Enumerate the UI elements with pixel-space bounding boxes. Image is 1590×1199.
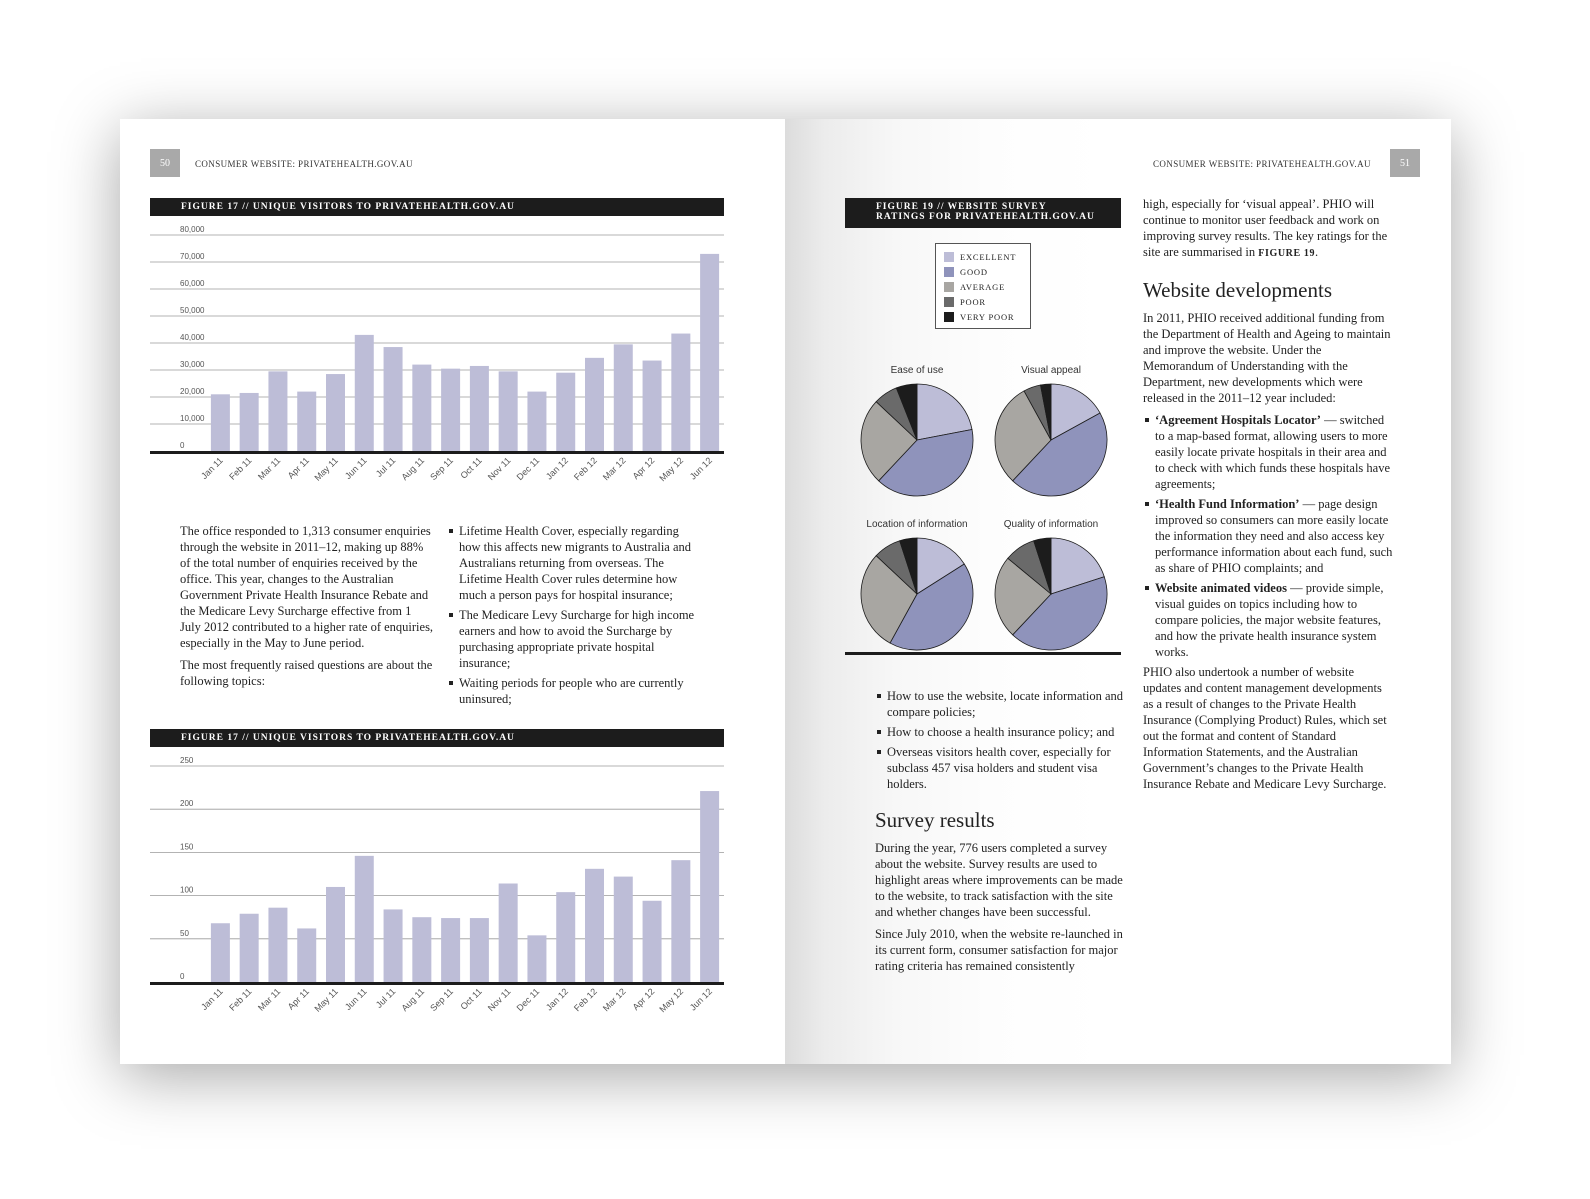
x-tick-label: Jun 12 [687, 455, 715, 482]
legend-label: AVERAGE [960, 281, 1006, 292]
x-tick-label: Feb 11 [227, 455, 254, 482]
x-tick-label: Mar 11 [255, 986, 283, 1013]
figure-title-line: FIGURE 19 // WEBSITE SURVEY [876, 202, 1047, 212]
bar [614, 344, 633, 451]
x-tick-label: Mar 11 [255, 455, 283, 482]
topic-list [875, 688, 1125, 792]
y-tick-label: 60,000 [180, 279, 205, 288]
x-tick-label: Jan 12 [543, 455, 571, 482]
legend-swatch [944, 297, 954, 307]
bar [441, 369, 460, 451]
right-column-text [447, 523, 702, 711]
bar [499, 884, 518, 982]
middle-column-text [875, 688, 1125, 980]
y-tick-label: 150 [180, 842, 194, 852]
x-tick-label: Feb 11 [227, 986, 254, 1013]
x-tick-label: Sep 11 [428, 986, 456, 1014]
legend-swatch [944, 267, 954, 277]
x-tick-label: May 11 [312, 986, 340, 1014]
bar [671, 334, 690, 451]
bar [240, 914, 259, 982]
list-item: How to use the website, locate information and compare policies; [875, 688, 1125, 720]
figure-title-bar: FIGURE 17 // UNIQUE VISITORS TO PRIVATEHEALTH.GOV.AU [150, 729, 724, 747]
list-item: How to choose a health insurance policy; and [875, 724, 1125, 740]
bar [470, 366, 489, 451]
y-tick-label: 200 [180, 799, 194, 809]
x-tick-label: Dec 11 [514, 986, 542, 1014]
x-tick-label: Feb 12 [572, 455, 599, 483]
bar [297, 928, 316, 982]
x-axis [150, 451, 724, 454]
left-column-text [180, 523, 435, 695]
y-tick-label: 0 [180, 441, 185, 450]
x-axis [150, 982, 724, 985]
bar [441, 918, 460, 982]
bar [585, 358, 604, 451]
bar [355, 335, 374, 451]
x-tick-label: May 11 [312, 455, 340, 483]
legend-item [944, 264, 1024, 279]
paragraph-text: high, especially for ‘visual appeal’. PHIO will continue to monitor user feedback and work on improving survey results. The key ratings for the site are summarised in [1143, 197, 1388, 259]
y-tick-label: 20,000 [180, 387, 205, 396]
list-item: Lifetime Health Cover, especially regarding how this affects new migrants to Australia and Australians returning from overseas. The Lifetime Health Cover rules determine how much a person pays for hospital insurance; [447, 523, 702, 603]
y-tick-label: 100 [180, 885, 194, 895]
legend-swatch [944, 282, 954, 292]
x-tick-label: May 12 [657, 986, 686, 1015]
bar [268, 371, 287, 451]
bar [384, 909, 403, 982]
paragraph: Since July 2010, when the website re-launched in its current form, consumer satisfaction for major rating criteria has remained consistently [875, 927, 1123, 973]
x-tick-label: Aug 11 [399, 455, 427, 483]
x-tick-label: Mar 12 [600, 455, 628, 483]
topic-list [447, 523, 702, 707]
x-tick-label: Jul 11 [373, 986, 398, 1010]
pie-title: Visual appeal [1021, 365, 1081, 376]
bar [355, 856, 374, 982]
list-item-lead: ‘Health Fund Information’ [1155, 497, 1300, 511]
bar [412, 365, 431, 451]
report-spread [120, 119, 1451, 1064]
y-tick-label: 250 [180, 757, 194, 765]
legend-swatch [944, 312, 954, 322]
figure-title-line: RATINGS FOR PRIVATEHEALTH.GOV.AU [876, 212, 1095, 222]
list-item [1143, 412, 1393, 492]
y-tick-label: 50 [180, 928, 189, 938]
bar [556, 892, 575, 982]
pie-title: Location of information [866, 519, 968, 530]
x-tick-label: Apr 11 [285, 986, 312, 1012]
bar [643, 361, 662, 451]
list-item-lead: ‘Agreement Hospitals Locator’ [1155, 413, 1321, 427]
figure-reference: FIGURE 19 [1258, 248, 1316, 259]
bar [700, 791, 719, 982]
bar [211, 394, 230, 451]
x-tick-label: Dec 11 [514, 455, 542, 483]
list-item [1143, 496, 1393, 576]
bar-chart-a [150, 224, 730, 499]
bar [297, 392, 316, 451]
legend-swatch [944, 252, 954, 262]
paragraph: The office responded to 1,313 consumer enquiries through the website in 2011–12, making up 88% of the total number of enquiries received by the office. This year, changes to the Australian Government Private Health Insurance Rebate and the Medicare Levy Surcharge effective from 1 July 2012 contributed to a higher rate of enquiries, especially in the May to June period. [180, 524, 434, 650]
x-tick-label: Apr 11 [285, 455, 312, 481]
legend-item [944, 249, 1024, 264]
y-tick-label: 40,000 [180, 333, 205, 342]
x-tick-label: Jan 11 [199, 986, 225, 1013]
legend-label: VERY POOR [960, 311, 1015, 322]
pie-title: Ease of use [890, 365, 944, 376]
bar [268, 908, 287, 982]
visitors-chart-b [150, 757, 730, 1027]
x-tick-label: Mar 12 [600, 986, 628, 1014]
y-tick-label: 70,000 [180, 252, 205, 261]
bar [614, 877, 633, 982]
paragraph-text: . [1315, 245, 1319, 259]
x-tick-label: Aug 11 [399, 986, 427, 1014]
y-tick-label: 10,000 [180, 414, 205, 423]
list-item [1143, 580, 1393, 660]
figure-title-bar [845, 198, 1121, 228]
x-tick-label: Jul 11 [373, 455, 398, 479]
bar [326, 374, 345, 451]
pie-title: Quality of information [1003, 519, 1099, 530]
section-heading: Website developments [1143, 278, 1333, 302]
bar [412, 917, 431, 982]
list-item-text: — provide simple, visual guides on topics including how to compare policies, the major website features, and how the private health insurance system works. [1155, 581, 1384, 659]
list-item-text: — page design improved so consumers can more easily locate the information they need and also access key performance information about each fund, such as share of PHIO complaints; and [1155, 497, 1393, 575]
y-tick-label: 0 [180, 972, 185, 981]
visitors-chart-a [150, 224, 730, 499]
paragraph: PHIO also undertook a number of website updates and content management developments as a result of changes to the Private Health Insurance (Complying Product) Rules, which set out the format and content of Standard Information Statements, and the Australian Government’s changes to the Private Health Insurance Rebate and Medicare Levy Surcharge. [1143, 665, 1387, 791]
bar [527, 935, 546, 982]
x-tick-label: Jan 11 [199, 455, 225, 482]
bar [211, 923, 230, 982]
bar [499, 371, 518, 451]
bar [384, 347, 403, 451]
y-tick-label: 50,000 [180, 306, 205, 315]
paragraph: In 2011, PHIO received additional funding from the Department of Health and Ageing to maintain and improve the website. Under the Memorandum of Understanding with the Department, new developments which were released in the 2011–12 year included: [1143, 311, 1391, 405]
x-tick-label: Jan 12 [543, 986, 571, 1013]
legend-label: POOR [960, 296, 986, 307]
pie-charts [845, 339, 1125, 659]
bar [470, 918, 489, 982]
bar [643, 901, 662, 982]
x-tick-label: Apr 12 [630, 986, 657, 1013]
page-number: 51 [1390, 149, 1420, 177]
bar [556, 373, 575, 451]
x-tick-label: May 12 [657, 455, 686, 484]
paragraph [1143, 196, 1393, 262]
bar-chart-b [150, 757, 730, 1027]
bar [527, 392, 546, 451]
x-tick-label: Apr 12 [630, 455, 657, 482]
x-tick-label: Sep 11 [428, 455, 456, 483]
x-tick-label: Jun 12 [687, 986, 715, 1013]
running-head: CONSUMER WEBSITE: PRIVATEHEALTH.GOV.AU [1153, 159, 1371, 169]
list-item-text: — switched to a map-based format, allowing users to more easily locate private hospitals in their area and to check with which funds these hospitals have agreements; [1155, 413, 1391, 491]
bar [585, 869, 604, 982]
section-heading: Survey results [875, 808, 995, 832]
figure-title-bar: FIGURE 17 // UNIQUE VISITORS TO PRIVATEHEALTH.GOV.AU [150, 198, 724, 216]
bar [700, 254, 719, 451]
development-list [1143, 412, 1393, 660]
bar [240, 393, 259, 451]
pie-legend [935, 243, 1031, 329]
legend-item [944, 294, 1024, 309]
x-tick-label: Nov 11 [485, 986, 513, 1014]
y-tick-label: 80,000 [180, 225, 205, 234]
legend-item [944, 279, 1024, 294]
bar [326, 887, 345, 982]
right-page [785, 119, 1451, 1064]
x-tick-label: Feb 12 [572, 986, 599, 1014]
x-tick-label: Oct 11 [458, 455, 484, 481]
list-item: Overseas visitors health cover, especially for subclass 457 visa holders and student visa holders. [875, 744, 1125, 792]
x-tick-label: Jun 11 [342, 455, 369, 482]
left-page [120, 119, 785, 1064]
list-item: Waiting periods for people who are currently uninsured; [447, 675, 702, 707]
paragraph: The most frequently raised questions are about the following topics: [180, 658, 433, 688]
list-item: The Medicare Levy Surcharge for high income earners and how to avoid the Surcharge by purchasing appropriate private hospital insurance; [447, 607, 702, 671]
y-tick-label: 30,000 [180, 360, 205, 369]
x-tick-label: Oct 11 [458, 986, 484, 1012]
legend-item [944, 309, 1024, 324]
list-item-lead: Website animated videos [1155, 581, 1287, 595]
x-tick-label: Jun 11 [342, 986, 369, 1013]
paragraph: During the year, 776 users completed a survey about the website. Survey results are used to highlight areas where improvements can be made to the website, to track satisfaction with the site and whether changes have been successful. [875, 841, 1123, 919]
running-head: CONSUMER WEBSITE: PRIVATEHEALTH.GOV.AU [195, 159, 413, 169]
bar [671, 860, 690, 982]
x-tick-label: Nov 11 [485, 455, 513, 483]
legend-label: GOOD [960, 266, 988, 277]
page-number: 50 [150, 149, 180, 177]
legend-label: EXCELLENT [960, 251, 1017, 262]
figure-rule [845, 652, 1121, 655]
right-column-text [1143, 196, 1393, 798]
